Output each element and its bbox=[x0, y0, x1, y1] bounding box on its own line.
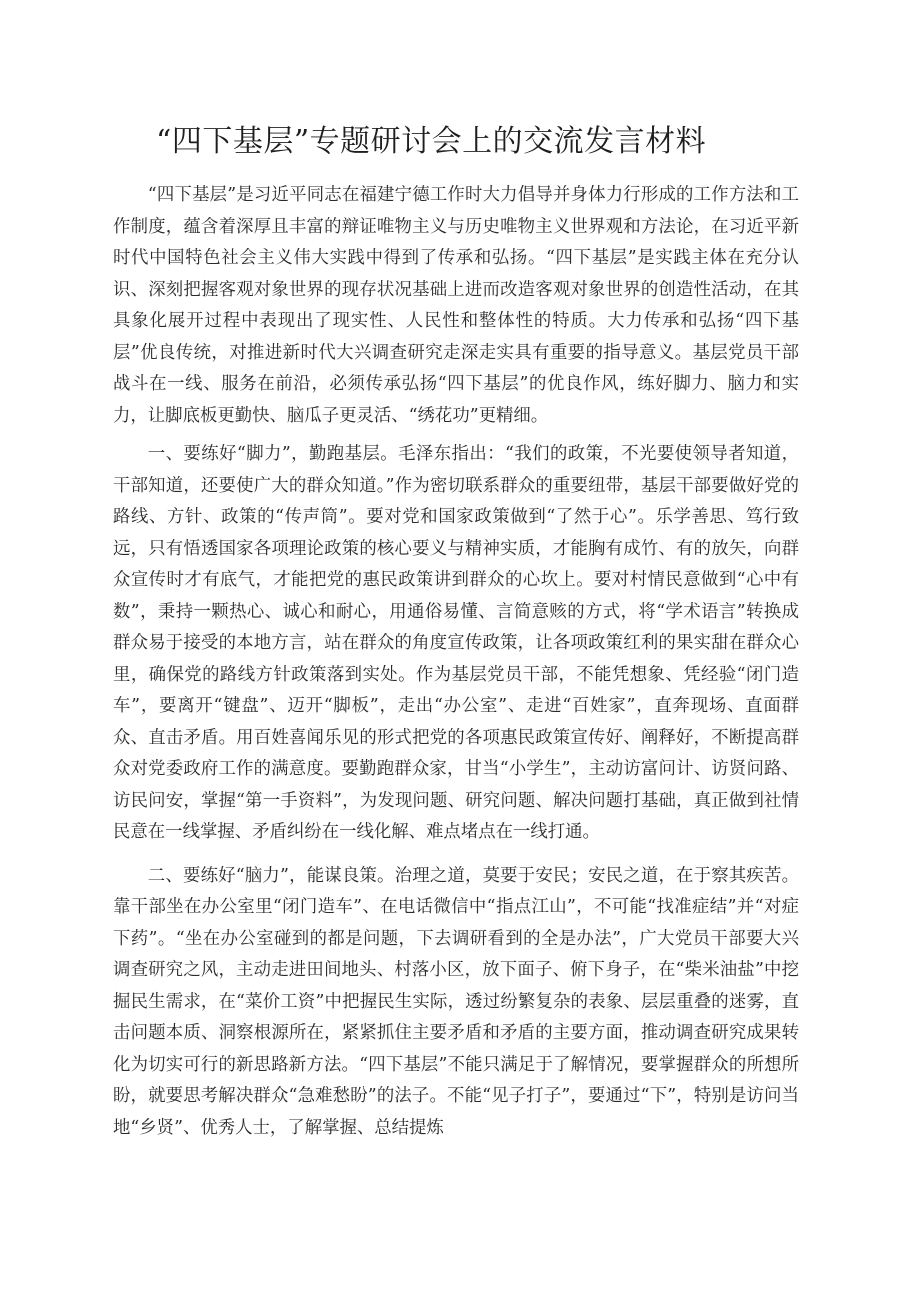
paragraph-footwork: 一、要练好“脚力”，勤跑基层。毛泽东指出：“我们的政策，不光要使领导者知道，干部知道，还要使广大的群众知道。”作为密切联系群众的重要纽带，基层干部要做好党的路线、方针、政策的“传声筒”。要对党和国家政策做到“了然于心”。乐学善思、笃行致远，只有悟透国家各项理论政策的核心要义与精神实质，才能胸有成竹、有的放矢，向群众宣传时才有底气，才能把党的惠民政策讲到群众的心坎上。要对村情民意做到“心中有数”，秉持一颗热心、诚心和耐心，用通俗易懂、言简意赅的方式，将“学术语言”转换成群众易于接受的本地方言，站在群众的角度宣传政策，让各项政策红利的果实甜在群众心里，确保党的路线方针政策落到实处。作为基层党员干部，不能凭想象、凭经验“闭门造车”，要离开“键盘”、迈开“脚板”，走出“办公室”、走进“百姓家”，直奔现场、直面群众、直击矛盾。用百姓喜闻乐见的形式把党的各项惠民政策宣传好、阐释好，不断提高群众对党委政府工作的满意度。要勤跑群众家，甘当“小学生”，主动访富问计、访贤问路、访民问安，掌握“第一手资料”，为发现问题、研究问题、解决问题打基础，真正做到社情民意在一线掌握、矛盾纠纷在一线化解、难点堵点在一线打通。 bbox=[113, 444, 799, 842]
document-title: “四下基层”专题研讨会上的交流发言材料 bbox=[156, 124, 707, 159]
paragraph-brainpower: 二、要练好“脑力”，能谋良策。治理之道，莫要于安民；安民之道，在于察其疾苦。靠干部坐在办公室里“闭门造车”、在电话微信中“指点江山”，不可能“找准症结”并“对症下药”。“坐在办公室碰到的都是问题，下去调研看到的全是办法”，广大党员干部要大兴调查研究之风，主动走进田间地头、村落小区，放下面子、俯下身子，在“柴米油盐”中挖掘民生需求，在“菜价工资”中把握民生实际，透过纷繁复杂的表象、层层重叠的迷雾，直击问题本质、洞察根源所在，紧紧抓住主要矛盾和矛盾的主要方面，推动调查研究成果转化为切实可行的新思路新方法。“四下基层”不能只满足于了解情况，要掌握群众的所想所盼，就要思考解决群众“急难愁盼”的法子。不能“见子打子”，要通过“下”，特别是访问当地“乡贤”、优秀人士，了解掌握、总结提炼 bbox=[113, 865, 799, 1138]
document-body bbox=[113, 180, 799, 1144]
paragraph-intro: “四下基层”是习近平同志在福建宁德工作时大力倡导并身体力行形成的工作方法和工作制度，蕴含着深厚且丰富的辩证唯物主义与历史唯物主义世界观和方法论，在习近平新时代中国特色社会主义伟大实践中得到了传承和弘扬。“四下基层”是实践主体在充分认识、深刻把握客观对象世界的现存状况基础上进而改造客观对象世界的创造性活动，在其具象化展开过程中表现出了现实性、人民性和整体性的特质。大力传承和弘扬“四下基层”优良传统，对推进新时代大兴调查研究走深走实具有重要的指导意义。基层党员干部战斗在一线、服务在前沿，必须传承弘扬“四下基层”的优良作风，练好脚力、脑力和实力，让脚底板更勤快、脑瓜子更灵活、“绣花功”更精细。 bbox=[113, 185, 799, 426]
